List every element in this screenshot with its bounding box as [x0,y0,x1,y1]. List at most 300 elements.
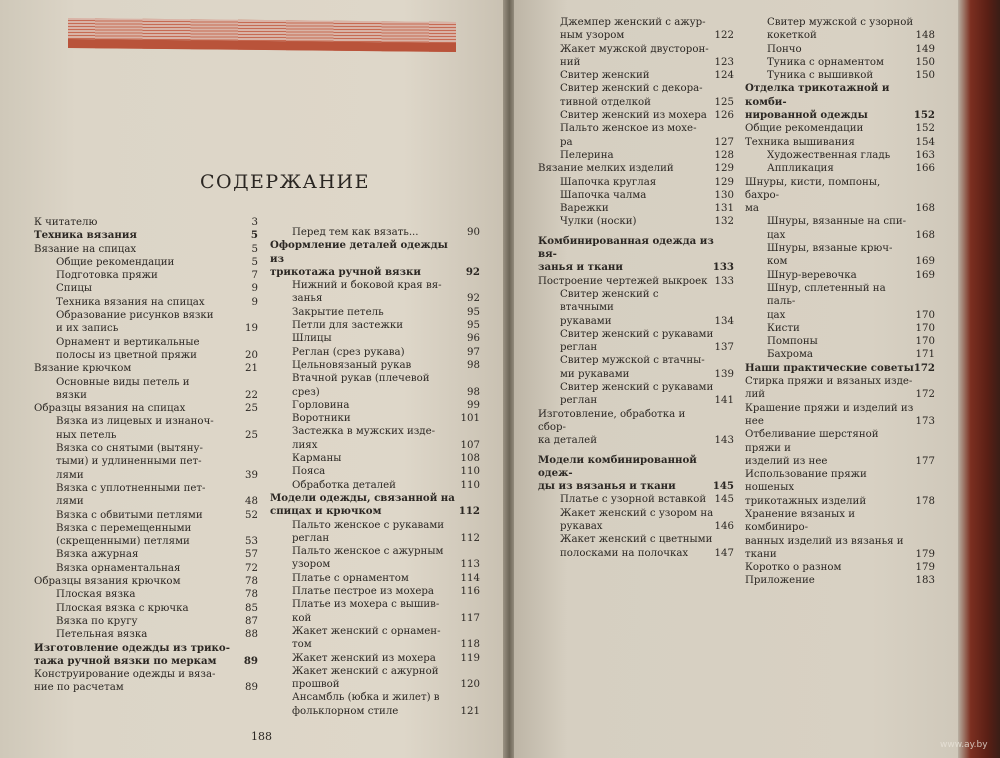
toc-entry [538,275,734,288]
toc-entry-title: Варежки [560,203,609,215]
toc-entry-page: 95 [467,306,480,318]
toc-entry [538,189,734,202]
toc-entry-title: Плоская вязка [56,589,136,601]
toc-entry-page: 108 [460,453,480,465]
toc-entry [745,362,935,375]
toc-entry-title: Жакет женский с цветными полосками на полочках [560,534,713,559]
book-cover-edge [958,0,1000,758]
toc-entry-page: 147 [714,547,734,559]
toc-entry [538,149,734,162]
toc-entry [538,454,734,494]
toc-entry [538,69,734,82]
toc-entry-page: 21 [245,363,258,375]
toc-entry-page: 171 [915,349,935,361]
toc-entry [270,691,480,718]
toc-entry [34,362,258,375]
toc-entry-page: 173 [915,415,935,427]
toc-entry-page: 129 [714,176,734,188]
toc-entry [538,176,734,189]
toc-entry-page: 119 [460,652,480,664]
toc-entry-title: Стирка пряжи и вязаных изде- лий [745,376,913,401]
toc-entry-page: 170 [915,322,935,334]
toc-entry-page: 78 [245,576,258,588]
toc-entry [34,588,258,601]
toc-entry-title: Втачной рукав (плечевой срез) [292,373,430,398]
toc-entry-title: Чулки (носки) [560,216,637,228]
toc-entry-title: Конструирование одежды и вяза- ние по расчетам [34,669,216,694]
toc-entry-title: Вязка с обвитыми петлями [56,509,203,521]
toc-entry-page: 169 [915,256,935,268]
toc-entry [745,508,935,561]
toc-entry-title: Образцы вязания крючком [34,576,181,588]
toc-entry-page: 126 [714,110,734,122]
toc-entry-title: Платье с узорной вставкой [560,494,707,506]
toc-entry [745,335,935,348]
toc-entry-page: 87 [245,615,258,627]
toc-entry-title: Приложение [745,575,815,587]
toc-entry-page: 117 [460,612,480,624]
toc-entry-page: 19 [245,323,258,335]
toc-entry-page: 92 [465,265,480,278]
toc-entry-page: 22 [245,389,258,401]
toc-entry-title: Свитер женский из мохера [560,110,707,122]
toc-entry [34,642,258,669]
toc-entry-title: Художественная гладь [767,149,891,161]
toc-entry-page: 112 [460,532,480,544]
toc-entry [270,239,480,279]
toc-entry-page: 152 [915,123,935,135]
toc-entry-page: 110 [460,479,480,491]
toc-entry-page: 172 [915,389,935,401]
toc-entry-title: Свитер женский с рукавами реглан [560,328,714,354]
toc-entry-page: 112 [458,505,480,518]
toc-entry-page: 141 [714,395,734,407]
toc-entry [538,288,734,328]
toc-entry [34,256,258,269]
page-number: 188 [251,730,272,743]
toc-entry [538,328,734,355]
toc-entry-page: 123 [714,56,734,68]
toc-entry-title: Вязка по кругу [56,615,138,627]
toc-entry [34,562,258,575]
toc-entry [745,428,935,468]
toc-entry-page: 179 [915,562,935,574]
toc-entry-page: 110 [460,466,480,478]
toc-entry [270,412,480,425]
toc-entry [34,296,258,309]
toc-entry-page: 85 [245,602,258,614]
toc-entry-title: Платье пестрое из мохера [292,586,434,598]
toc-entry [270,332,480,345]
toc-entry-title: Вязание на спицах [34,243,137,255]
toc-entry-title: Свитер женский с рукавами реглан [560,382,714,407]
toc-entry [34,602,258,615]
toc-entry-page: 137 [714,342,734,354]
toc-entry-title: Свитер женский [560,70,650,82]
toc-entry [270,572,480,585]
toc-entry-page: 133 [712,261,734,274]
toc-entry-title: Наши практические советы [745,361,914,374]
toc-entry-title: Оформление деталей одежды из трикотажа ручной вязки [270,239,448,278]
toc-entry-page: 99 [467,399,480,411]
toc-entry-page: 166 [915,163,935,175]
toc-entry-title: Основные виды петель и вязки [56,376,190,401]
toc-entry [538,235,734,275]
toc-entry-title: Нижний и боковой края вя- занья [292,280,442,305]
toc-entry-page: 98 [467,359,480,371]
toc-entry-title: Шнур, сплетенный на паль- цах [767,282,886,321]
toc-entry-page: 127 [714,136,734,148]
toc-entry [270,492,480,519]
toc-entry-title: Воротники [292,413,351,425]
toc-entry [270,359,480,372]
toc-entry [270,465,480,478]
toc-entry [270,479,480,492]
toc-column-2 [270,226,480,718]
toc-entry-title: Шнуры, вязанные на спи- цах [767,216,907,241]
toc-entry-page: 149 [915,43,935,55]
toc-entry-title: Бахрома [767,349,813,361]
toc-entry [270,545,480,572]
toc-entry-page: 170 [915,309,935,321]
toc-entry [538,408,734,448]
toc-entry-page: 122 [714,30,734,42]
toc-entry-page: 98 [467,386,480,398]
toc-entry [745,242,935,269]
toc-entry-title: Карманы [292,453,342,465]
toc-entry [34,548,258,561]
toc-entry-page: 163 [915,149,935,161]
toc-entry [745,269,935,282]
toc-entry-page: 39 [245,469,258,481]
toc-entry [745,43,935,56]
toc-entry-page: 148 [915,30,935,42]
toc-entry-page: 134 [714,315,734,327]
toc-entry-page: 89 [243,654,258,667]
toc-entry-title: Комбинированная одежда из вя- занья и ткани [538,234,714,274]
toc-entry-page: 132 [714,216,734,228]
toc-entry [34,282,258,295]
toc-entry-title: Крашение пряжи и изделий из нее [745,402,914,427]
toc-entry-title: Застежка в мужских изде- лиях [292,426,436,451]
toc-entry [745,322,935,335]
toc-entry-page: 154 [915,136,935,148]
toc-entry-title: Вязание крючком [34,363,132,375]
toc-entry-page: 133 [714,275,734,287]
toc-entry-title: К читателю [34,217,98,228]
toc-entry [745,136,935,149]
toc-entry-title: Реглан (срез рукава) [292,346,405,358]
toc-entry [745,149,935,162]
toc-entry-page: 113 [460,559,480,571]
toc-entry-title: Пончо [767,43,802,55]
toc-entry-page: 168 [915,229,935,241]
toc-entry-title: Цельновязаный рукав [292,359,412,371]
toc-entry [538,43,734,70]
toc-entry-page: 89 [245,682,258,694]
toc-entry-title: Плоская вязка с крючка [56,602,189,614]
toc-entry-page: 97 [467,346,480,358]
toc-entry-title: Построение чертежей выкроек [538,275,708,287]
toc-entry [270,306,480,319]
toc-column-1 [34,216,258,695]
toc-entry-page: 5 [250,229,258,242]
toc-entry-title: Образцы вязания на спицах [34,403,186,415]
toc-entry-page: 130 [714,189,734,201]
toc-entry-title: Свитер женский с втачными рукавами [560,288,659,327]
toc-entry-title: Орнамент и вертикальные полосы из цветной пряжи [56,336,200,361]
toc-entry-title: Жакет женский из мохера [292,652,436,664]
toc-entry-title: Свитер мужской с узорной кокеткой [767,17,914,42]
toc-entry [538,202,734,215]
toc-entry [34,376,258,403]
toc-entry-page: 57 [245,549,258,561]
toc-entry-page: 129 [714,163,734,175]
toc-entry-title: Жакет женский с узором на рукавах [560,507,714,532]
toc-entry-title: Вязка с уплотненными пет- лями [56,482,206,508]
toc-entry [538,122,734,149]
toc-entry [538,162,734,175]
toc-entry [34,336,258,363]
toc-entry-title: Пальто женское с рукавами реглан [292,519,445,544]
toc-entry-page: 143 [714,435,734,447]
toc-entry-title: Вязание мелких изделий [538,163,674,175]
toc-entry-page: 145 [714,494,734,506]
toc-entry-title: Жакет женский с орнамен- том [292,625,441,651]
toc-entry-title: Хранение вязаных и комбиниро- ванных изделий из вязанья и ткани [745,508,904,560]
toc-entry-page: 95 [467,320,480,332]
toc-entry-title: Кисти [767,322,800,334]
toc-entry [538,354,734,381]
toc-entry-title: Вязка из лицевых и изнаноч- ных петель [56,416,214,441]
toc-entry-page: 3 [251,217,258,228]
toc-entry-page: 152 [913,109,935,122]
toc-entry-title: Шапочка круглая [560,176,657,188]
toc-entry [34,402,258,415]
toc-entry-title: Техника вязания на спицах [56,296,205,308]
decorative-header-bar [68,18,456,52]
toc-entry-title: Ансамбль (юбка и жилет) в фольклорном стиле [292,692,440,717]
toc-entry-title: Общие рекомендации [56,256,175,268]
toc-entry-title: Джемпер женский с ажур- ным узором [560,17,706,42]
page-title: СОДЕРЖАНИЕ [200,171,370,193]
toc-entry-page: 118 [460,639,480,651]
toc-entry [745,468,935,508]
toc-entry-page: 146 [714,520,734,532]
toc-entry-page: 131 [714,203,734,215]
toc-entry-page: 52 [245,509,258,521]
toc-entry [270,452,480,465]
toc-entry-title: Коротко о разном [745,562,842,574]
toc-entry-title: Изготовление одежды из трико- тажа ручной вязки по меркам [34,641,230,667]
toc-entry-title: Петельная вязка [56,629,148,641]
toc-entry-page: 78 [245,589,258,601]
toc-entry-page: 20 [245,349,258,361]
toc-entry-page: 150 [915,56,935,68]
toc-entry-page: 9 [251,296,258,308]
toc-entry-title: Общие рекомендации [745,123,864,135]
toc-entry [34,615,258,628]
toc-entry-title: Вязка с перемещенными (скрещенными) петлями [56,522,192,548]
toc-entry-title: Шнуры, вязаные крюч- ком [767,243,893,268]
toc-entry-title: Петли для застежки [292,320,403,332]
toc-entry [270,399,480,412]
toc-entry-page: 168 [915,203,935,215]
toc-entry [538,16,734,43]
toc-column-4 [745,16,935,588]
toc-entry [538,507,734,534]
toc-entry-page: 145 [712,480,734,493]
toc-entry-page: 72 [245,562,258,574]
toc-entry [270,652,480,665]
toc-entry [34,522,258,549]
toc-entry [270,372,480,399]
toc-entry [270,425,480,452]
toc-entry [34,442,258,482]
toc-entry-page: 107 [460,439,480,451]
toc-entry-page: 172 [913,361,935,374]
toc-entry [538,493,734,506]
toc-entry-page: 9 [251,283,258,295]
watermark: www.ay.by [940,740,988,750]
toc-entry [745,82,935,122]
toc-entry [745,574,935,587]
toc-entry-page: 183 [915,575,935,587]
toc-entry [34,309,258,336]
toc-entry-title: Техника вязания [34,229,137,242]
toc-entry [538,82,734,109]
toc-entry [745,375,935,402]
toc-entry [34,628,258,641]
toc-entry-title: Вязка ажурная [56,549,139,561]
toc-entry [745,16,935,43]
toc-entry-page: 169 [915,269,935,281]
toc-entry-page: 170 [915,336,935,348]
toc-entry-page: 92 [467,293,480,305]
toc-entry [745,122,935,135]
toc-entry-title: Пелерина [560,149,614,161]
toc-entry [270,625,480,652]
toc-entry [34,575,258,588]
toc-entry [270,279,480,306]
toc-entry [270,598,480,625]
toc-entry-title: Вязка орнаментальная [56,562,181,574]
toc-entry-page: 5 [251,243,258,255]
toc-column-3 [538,16,734,560]
toc-entry-title: Вязка со снятыми (вытяну- тыми) и удлиненными пет- лями [56,443,203,481]
toc-entry-title: Модели одежды, связанной на спицах и крючком [270,491,455,518]
toc-entry-page: 179 [915,548,935,560]
toc-entry [270,226,480,239]
toc-entry-title: Изготовление, обработка и сбор- ка деталей [538,408,686,447]
toc-entry-page: 125 [714,96,734,108]
toc-entry-title: Пояса [292,466,326,478]
toc-entry-page: 101 [460,413,480,425]
toc-entry [270,665,480,692]
toc-entry [34,668,258,695]
toc-entry-page: 53 [245,536,258,548]
toc-entry-page: 25 [245,429,258,441]
toc-entry [745,402,935,429]
toc-entry-page: 25 [245,403,258,415]
toc-entry-title: Техника вышивания [745,136,855,148]
toc-entry [34,482,258,509]
toc-entry-title: Аппликация [767,163,834,175]
toc-entry-page: 90 [467,227,480,238]
toc-entry-title: Закрытие петель [292,306,384,318]
toc-entry [34,415,258,442]
toc-entry [270,585,480,598]
toc-entry-page: 96 [467,333,480,345]
toc-entry-title: Перед тем как вязать... [292,227,419,238]
toc-entry-title: Обработка деталей [292,479,396,491]
toc-entry [538,215,734,228]
toc-entry [34,269,258,282]
toc-entry-title: Шапочка чалма [560,189,647,201]
toc-entry [538,109,734,122]
toc-entry-title: Образование рисунков вязки и их запись [56,310,214,335]
toc-entry-title: Использование пряжи ношеных трикотажных изделий [745,469,867,507]
toc-entry [745,176,935,216]
toc-entry-title: Пальто женское из мохе- ра [560,123,697,148]
toc-entry [745,56,935,69]
toc-entry-page: 48 [245,496,258,508]
toc-entry [745,348,935,361]
toc-entry-title: Свитер женский с декора- тивной отделкой [560,83,703,108]
toc-entry [745,162,935,175]
toc-entry-page: 124 [714,70,734,82]
toc-entry-title: Помпоны [767,336,818,348]
toc-entry-page: 121 [460,705,480,717]
toc-entry [34,243,258,256]
toc-entry-title: Шнур-веревочка [767,269,857,281]
toc-entry [270,346,480,359]
toc-entry-page: 88 [245,629,258,641]
toc-entry-title: Платье с орнаментом [292,572,409,584]
toc-entry-page: 139 [714,368,734,380]
toc-entry-page: 177 [915,455,935,467]
toc-entry-title: Жакет мужской двусторон- ний [560,43,709,68]
toc-entry [538,381,734,408]
toc-entry-page: 116 [460,586,480,598]
toc-entry-title: Шлицы [292,333,332,345]
toc-entry [538,533,734,560]
toc-entry [745,215,935,242]
toc-entry-title: Отделка трикотажной и комби- нированной одежды [745,82,890,122]
toc-entry-title: Отбеливание шерстяной пряжи и изделий из нее [745,429,879,467]
toc-entry [34,509,258,522]
toc-entry-page: 114 [460,572,480,584]
toc-entry-title: Свитер мужской с втачны- ми рукавами [560,355,705,380]
toc-entry-title: Платье из мохера с вышив- кой [292,599,440,624]
toc-entry [270,519,480,546]
toc-entry-title: Жакет женский с ажурной прошвой [292,665,439,691]
toc-entry-page: 128 [714,149,734,161]
toc-entry [745,282,935,322]
toc-entry-title: Пальто женское с ажурным узором [292,546,444,571]
toc-entry [270,319,480,332]
toc-entry [34,216,258,229]
toc-entry-title: Спицы [56,283,93,295]
toc-entry-page: 178 [915,495,935,507]
toc-entry-page: 120 [460,679,480,691]
toc-entry-title: Туника с орнаментом [767,56,884,68]
toc-entry [34,229,258,242]
toc-entry-page: 5 [251,256,258,268]
toc-entry-title: Туника с вышивкой [767,70,874,82]
toc-entry-title: Горловина [292,399,350,411]
toc-entry-title: Модели комбинированной одеж- ды из вязанья и ткани [538,453,697,493]
